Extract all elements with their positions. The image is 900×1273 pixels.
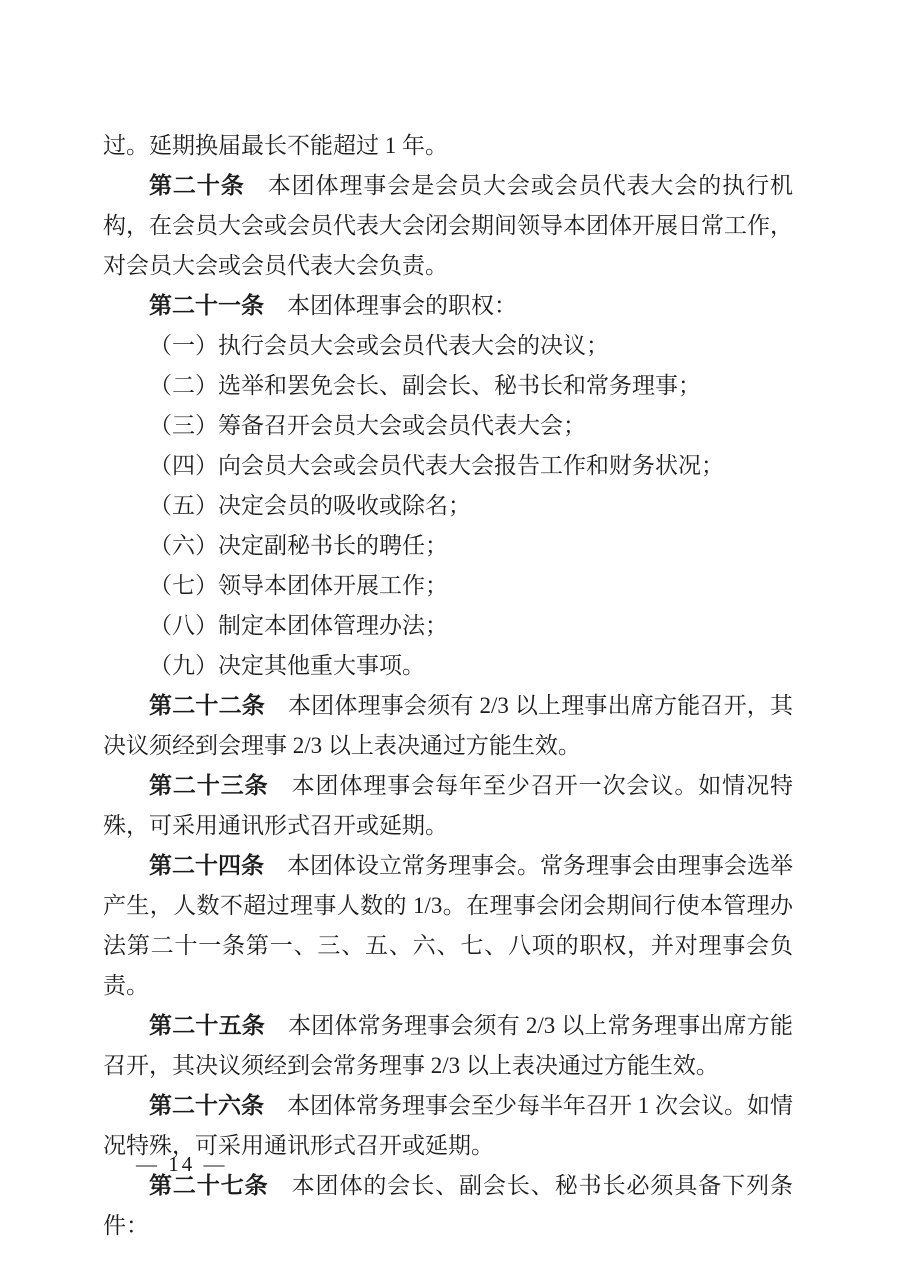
document-body: [103, 126, 793, 1246]
article-number-heading: 第二十二条: [149, 693, 265, 718]
list-item-paragraph: [103, 406, 793, 446]
article-number-heading: 第二十条: [149, 173, 245, 198]
paragraph-text: （三）筹备召开会员大会或会员代表大会；: [149, 413, 586, 438]
continuation-paragraph: [103, 126, 793, 166]
paragraph-text: 本团体理事会是会员大会或会员代表大会的执行机构，在会员大会或会员代表大会闭会期间领导本团体开展日常工作，对会员大会或会员代表大会负责。: [103, 173, 794, 278]
paragraph-text: （七）领导本团体开展工作；: [149, 573, 448, 598]
list-item-paragraph: [103, 326, 793, 366]
article-paragraph: [103, 1006, 793, 1086]
paragraph-text: （八）制定本团体管理办法；: [149, 613, 448, 638]
paragraph-text: （六）决定副秘书长的聘任；: [149, 533, 448, 558]
article-number-heading: 第二十五条: [149, 1013, 265, 1038]
list-item-paragraph: [103, 366, 793, 406]
article-number-heading: 第二十一条: [149, 293, 264, 318]
paragraph-text: 过。延期换届最长不能超过 1 年。: [103, 133, 448, 158]
list-item-paragraph: [103, 606, 793, 646]
list-item-paragraph: [103, 526, 793, 566]
article-paragraph: [103, 846, 793, 1006]
paragraph-text: （五）决定会员的吸收或除名；: [149, 493, 471, 518]
article-number-heading: 第二十四条: [149, 853, 264, 878]
article-number-heading: 第二十三条: [149, 773, 269, 798]
list-item-paragraph: [103, 566, 793, 606]
list-item-paragraph: [103, 486, 793, 526]
paragraph-text: 本团体理事会每年至少召开一次会议。如情况特殊，可采用通讯形式召开或延期。: [103, 773, 794, 838]
paragraph-text: 本团体常务理事会至少每半年召开 1 次会议。如情况特殊，可采用通讯形式召开或延期。: [103, 1093, 793, 1158]
article-paragraph: [103, 166, 793, 286]
paragraph-text: （四）向会员大会或会员代表大会报告工作和财务状况；: [149, 453, 724, 478]
article-paragraph: [103, 766, 793, 846]
paragraph-text: （九）决定其他重大事项。: [149, 653, 425, 678]
paragraph-text: 本团体设立常务理事会。常务理事会由理事会选举产生，人数不超过理事人数的 1/3。在理事会闭会期间行使本管理办法第二十一条第一、三、五、六、七、八项的职权，并对理事会负责。: [103, 853, 793, 998]
paragraph-text: 本团体的会长、副会长、秘书长必须具备下列条件：: [103, 1173, 794, 1238]
article-number-heading: 第二十七条: [149, 1173, 269, 1198]
article-number-heading: 第二十六条: [149, 1093, 264, 1118]
article-paragraph: [103, 286, 793, 326]
page-number: — 14 —: [136, 1152, 228, 1176]
paragraph-text: （二）选举和罢免会长、副会长、秘书长和常务理事；: [149, 373, 701, 398]
list-item-paragraph: [103, 646, 793, 686]
article-paragraph: [103, 686, 793, 766]
list-item-paragraph: [103, 446, 793, 486]
article-paragraph: [103, 1166, 793, 1246]
paragraph-text: （一）执行会员大会或会员代表大会的决议；: [149, 333, 609, 358]
paragraph-text: 本团体理事会须有 2/3 以上理事出席方能召开，其决议须经到会理事 2/3 以上表决通过方能生效。: [103, 693, 794, 758]
paragraph-text: 本团体常务理事会须有 2/3 以上常务理事出席方能召开，其决议须经到会常务理事 2/3 以上表决通过方能生效。: [103, 1013, 794, 1078]
paragraph-text: 本团体理事会的职权：: [287, 293, 517, 318]
